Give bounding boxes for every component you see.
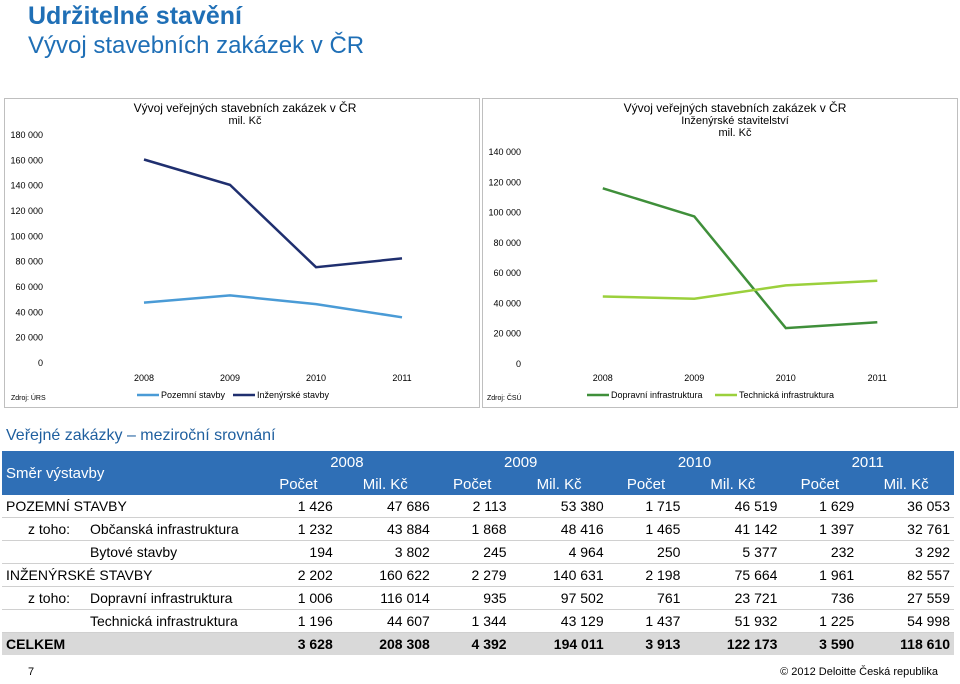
- page-number: 7: [28, 666, 35, 678]
- table-row: [2, 610, 954, 633]
- y-tick-label: 140 000: [10, 180, 43, 191]
- chart-subtitle: Inženýrské stavitelství: [681, 115, 789, 127]
- y-tick-label: 80 000: [15, 256, 43, 267]
- row-label-cell: [2, 541, 260, 564]
- chart-verejne-zakazky: [4, 98, 480, 408]
- value-cell: 1 232: [260, 518, 337, 541]
- table-row: [2, 587, 954, 610]
- value-cell: 2 279: [434, 564, 511, 587]
- value-cell: 1 006: [260, 587, 337, 610]
- value-cell: 1 225: [781, 610, 858, 633]
- year-header: 2010: [677, 453, 712, 471]
- value-cell: 75 664: [684, 564, 781, 587]
- row-label: Technická infrastruktura: [90, 613, 238, 629]
- value-cell: 4 392: [434, 633, 511, 656]
- series-line-1: [144, 160, 402, 268]
- y-tick-label: 160 000: [10, 155, 43, 166]
- sub-header: Počet: [453, 475, 492, 493]
- legend-label: Dopravní infrastruktura: [611, 390, 703, 400]
- value-cell: 36 053: [858, 495, 954, 518]
- y-tick-label: 80 000: [493, 237, 521, 248]
- y-tick-label: 40 000: [15, 307, 43, 318]
- value-cell: 935: [434, 587, 511, 610]
- value-cell: 53 380: [511, 495, 608, 518]
- value-cell: 3 590: [781, 633, 858, 656]
- chart-subtitle: mil. Kč: [228, 115, 262, 127]
- value-cell: 116 014: [337, 587, 434, 610]
- value-cell: 47 686: [337, 495, 434, 518]
- sub-header: Počet: [626, 475, 666, 493]
- x-tick-label: 2011: [867, 373, 887, 383]
- value-cell: 1 344: [434, 610, 511, 633]
- value-cell: 43 129: [511, 610, 608, 633]
- value-cell: 194: [260, 541, 337, 564]
- y-tick-label: 100 000: [10, 231, 43, 242]
- value-cell: 245: [434, 541, 511, 564]
- table-row: [2, 541, 954, 564]
- value-cell: 3 628: [260, 633, 337, 656]
- source-note: Zdroj: ČSÚ: [487, 395, 522, 402]
- table-row: [2, 495, 954, 518]
- year-header: 2011: [851, 453, 884, 471]
- value-cell: 140 631: [511, 564, 608, 587]
- y-tick-label: 120 000: [10, 206, 43, 216]
- direction-header: Směr výstavby: [6, 464, 105, 482]
- y-tick-label: 0: [515, 359, 521, 369]
- chart-title: Vývoj veřejných stavebních zakázek v ČR: [133, 101, 357, 115]
- row-prefix: z toho:: [28, 521, 71, 537]
- slide-subtitle: Vývoj stavebních zakázek v ČR: [28, 32, 365, 59]
- sub-header: Počet: [279, 475, 318, 493]
- year-header-row: [2, 451, 954, 473]
- value-cell: 1 437: [608, 610, 685, 633]
- value-cell: 46 519: [684, 495, 781, 518]
- row-label: Bytové stavby: [90, 544, 178, 560]
- value-cell: 194 011: [511, 633, 608, 656]
- value-cell: 2 202: [260, 564, 337, 587]
- value-cell: 97 502: [511, 587, 608, 610]
- y-tick-label: 40 000: [493, 298, 521, 309]
- total-row: [2, 633, 954, 656]
- value-cell: 1 397: [781, 518, 858, 541]
- value-cell: 32 761: [858, 518, 954, 541]
- y-tick-label: 20 000: [15, 332, 43, 343]
- y-tick-label: 60 000: [493, 268, 521, 279]
- value-cell: 43 884: [337, 518, 434, 541]
- x-tick-label: 2008: [592, 373, 613, 383]
- value-cell: 44 607: [337, 610, 434, 633]
- row-label: Dopravní infrastruktura: [90, 590, 233, 606]
- sub-header: Mil. Kč: [710, 475, 756, 493]
- chart-subtitle: mil. Kč: [718, 127, 752, 139]
- legend-label: Inženýrské stavby: [257, 390, 330, 400]
- row-label-cell: [2, 633, 260, 656]
- value-cell: 736: [781, 587, 858, 610]
- sub-header: Počet: [800, 475, 839, 493]
- row-label-cell: [2, 564, 260, 587]
- value-cell: 54 998: [858, 610, 954, 633]
- series-line-0: [144, 295, 402, 317]
- value-cell: 41 142: [684, 518, 781, 541]
- value-cell: 118 610: [858, 633, 954, 656]
- legend-label: Pozemní stavby: [161, 390, 226, 400]
- value-cell: 4 964: [511, 541, 608, 564]
- value-cell: 2 113: [434, 495, 511, 518]
- chart-inzenyrske-stavitelstvi: [482, 98, 958, 408]
- source-note: Zdroj: ÚRS: [11, 395, 46, 402]
- table-row: [2, 518, 954, 541]
- section-title: Veřejné zakázky – meziroční srovnání: [6, 427, 276, 444]
- row-label: INŽENÝRSKÉ STAVBY: [6, 567, 153, 583]
- sub-header: Mil. Kč: [883, 475, 929, 493]
- year-header: 2008: [330, 453, 364, 471]
- year-header: 2009: [504, 453, 538, 471]
- y-tick-label: 120 000: [488, 177, 521, 188]
- value-cell: 1 465: [608, 518, 685, 541]
- value-cell: 232: [781, 541, 858, 564]
- value-cell: 51 932: [684, 610, 781, 633]
- row-prefix: z toho:: [28, 590, 71, 606]
- value-cell: 1 715: [608, 495, 685, 518]
- slide-title: Udržitelné stavění: [28, 2, 242, 30]
- row-label-cell: [2, 518, 260, 541]
- x-tick-label: 2010: [305, 373, 327, 383]
- y-tick-label: 60 000: [15, 282, 43, 292]
- sub-header: Mil. Kč: [362, 475, 408, 493]
- value-cell: 1 196: [260, 610, 337, 633]
- value-cell: 208 308: [337, 633, 434, 656]
- row-label-cell: [2, 610, 260, 633]
- value-cell: 82 557: [858, 564, 954, 587]
- row-label: CELKEM: [6, 636, 66, 652]
- value-cell: 1 426: [260, 495, 337, 518]
- sub-header: Mil. Kč: [536, 475, 582, 493]
- row-label-cell: [2, 587, 260, 610]
- value-cell: 761: [608, 587, 685, 610]
- value-cell: 23 721: [684, 587, 781, 610]
- y-tick-label: 100 000: [488, 207, 521, 218]
- legend-label: Technická infrastruktura: [739, 390, 835, 400]
- value-cell: 2 198: [608, 564, 685, 587]
- y-tick-label: 140 000: [488, 147, 521, 157]
- copyright: © 2012 Deloitte Česká republika: [780, 666, 938, 678]
- y-tick-label: 20 000: [493, 328, 521, 339]
- value-cell: 3 292: [858, 541, 954, 564]
- series-line-1: [603, 281, 878, 299]
- value-cell: 1 629: [781, 495, 858, 518]
- y-tick-label: 0: [37, 358, 43, 368]
- value-cell: 3 802: [337, 541, 434, 564]
- value-cell: 48 416: [511, 518, 608, 541]
- value-cell: 3 913: [608, 633, 685, 656]
- table-row: [2, 564, 954, 587]
- value-cell: 27 559: [858, 587, 954, 610]
- x-tick-label: 2009: [684, 373, 705, 383]
- value-cell: 250: [608, 541, 685, 564]
- x-tick-label: 2011: [392, 373, 412, 383]
- value-cell: 1 961: [781, 564, 858, 587]
- row-label: Občanská infrastruktura: [90, 521, 239, 537]
- x-tick-label: 2010: [775, 373, 796, 383]
- series-line-0: [603, 188, 878, 328]
- row-label-cell: [2, 495, 260, 518]
- row-label: POZEMNÍ STAVBY: [6, 498, 127, 514]
- x-tick-label: 2009: [219, 373, 241, 383]
- chart-svg: [483, 99, 957, 407]
- value-cell: 5 377: [684, 541, 781, 564]
- value-cell: 122 173: [684, 633, 781, 656]
- chart-svg: [5, 99, 479, 407]
- value-cell: 160 622: [337, 564, 434, 587]
- comparison-table: [2, 451, 954, 655]
- y-tick-label: 180 000: [10, 130, 43, 140]
- chart-title: Vývoj veřejných stavebních zakázek v ČR: [623, 101, 847, 115]
- value-cell: 1 868: [434, 518, 511, 541]
- x-tick-label: 2008: [133, 373, 155, 383]
